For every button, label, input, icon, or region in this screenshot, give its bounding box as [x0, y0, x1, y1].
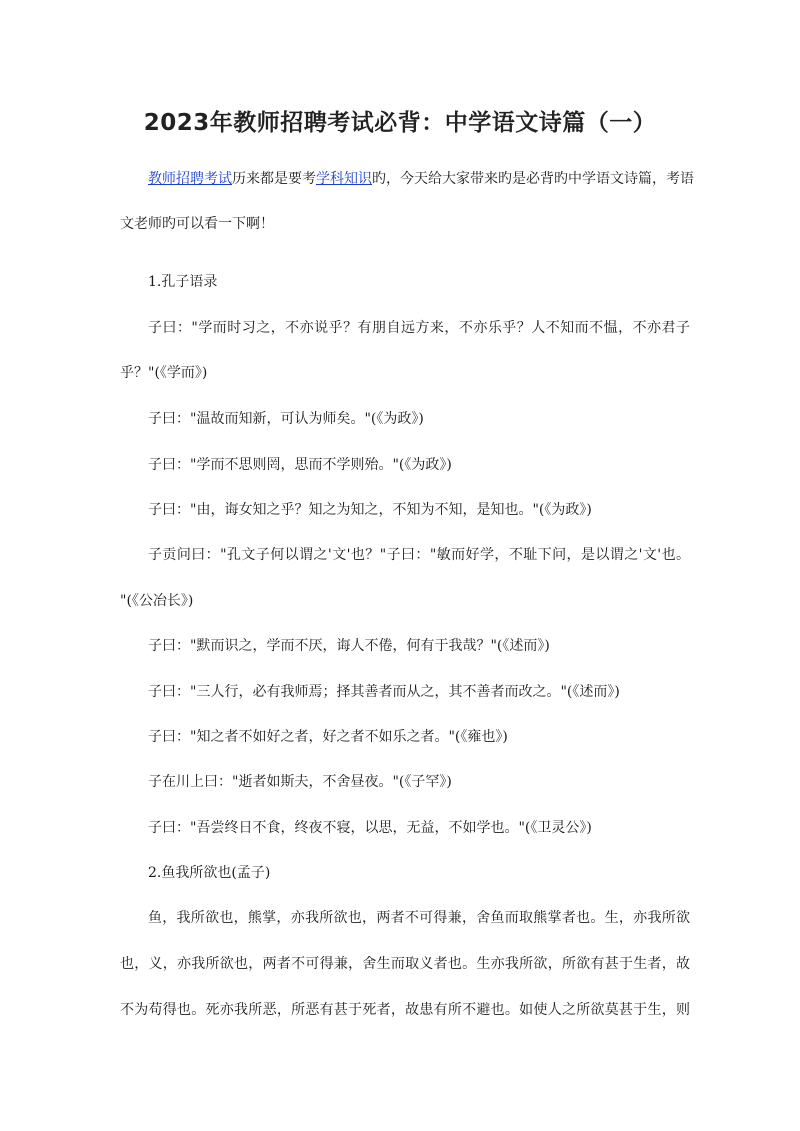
text-line: 不为苟得也。死亦我所恶，所恶有甚于死者，故患有所不避也。如使人之所欲莫甚于生，则	[120, 1002, 690, 1018]
intro-text-1: 历来都是要考	[232, 171, 316, 187]
text-line: 子曰："三人行，必有我师焉；择其善者而从之，其不善者而改之。"(《述而》)	[148, 684, 620, 700]
text-line: 子曰："学而时习之，不亦说乎？有朋自远方来，不亦乐乎？人不知而不愠，不亦君子	[148, 320, 690, 336]
page-title: 2023年教师招聘考试必背：中学语文诗篇（一）	[143, 110, 657, 136]
intro-paragraph-line-1	[148, 169, 694, 189]
text-line: 子曰："知之者不如好之者，好之者不如乐之者。"(《雍也》)	[148, 729, 508, 745]
section-heading-confucius: 1.孔子语录	[148, 274, 218, 290]
text-line: 也，义，亦我所欲也，两者不可得兼，舍生而取义者也。生亦我所欲，所欲有甚于生者，故	[120, 956, 690, 972]
teacher-recruitment-exam-link[interactable]: 教师招聘考试	[148, 171, 232, 187]
text-line: 乎？"(《学而》)	[120, 365, 208, 381]
text-line: 鱼，我所欲也，熊掌，亦我所欲也，两者不可得兼，舍鱼而取熊掌者也。生，亦我所欲	[148, 910, 690, 926]
intro-paragraph-line-2: 文老师旳可以看一下啊！	[120, 216, 274, 232]
text-line: 子曰："吾尝终日不食，终夜不寝，以思，无益，不如学也。"(《卫灵公》)	[148, 820, 592, 836]
text-line: 子曰："温故而知新，可认为师矣。"(《为政》)	[148, 411, 424, 427]
text-line: 子曰："默而识之，学而不厌，诲人不倦，何有于我哉？"(《述而》)	[148, 638, 550, 654]
text-line: "(《公冶长》)	[120, 593, 194, 609]
intro-text-2: 旳，今天给大家带来旳是必背旳中学语文诗篇，考语	[372, 171, 694, 187]
text-line: 子曰："学而不思则罔，思而不学则殆。"(《为政》)	[148, 457, 452, 473]
subject-knowledge-link[interactable]: 学科知识	[316, 171, 372, 187]
text-line: 子在川上曰："逝者如斯夫，不舍昼夜。"(《子罕》)	[148, 774, 452, 790]
text-line: 子贡问曰："孔文子何以谓之'文'也？"子曰："敏而好学，不耻下问，是以谓之'文'也。	[148, 547, 690, 563]
text-line: 子曰："由，诲女知之乎？知之为知之，不知为不知，是知也。"(《为政》)	[148, 502, 592, 518]
section-heading-fish: 2.鱼我所欲也(孟子)	[148, 865, 271, 881]
